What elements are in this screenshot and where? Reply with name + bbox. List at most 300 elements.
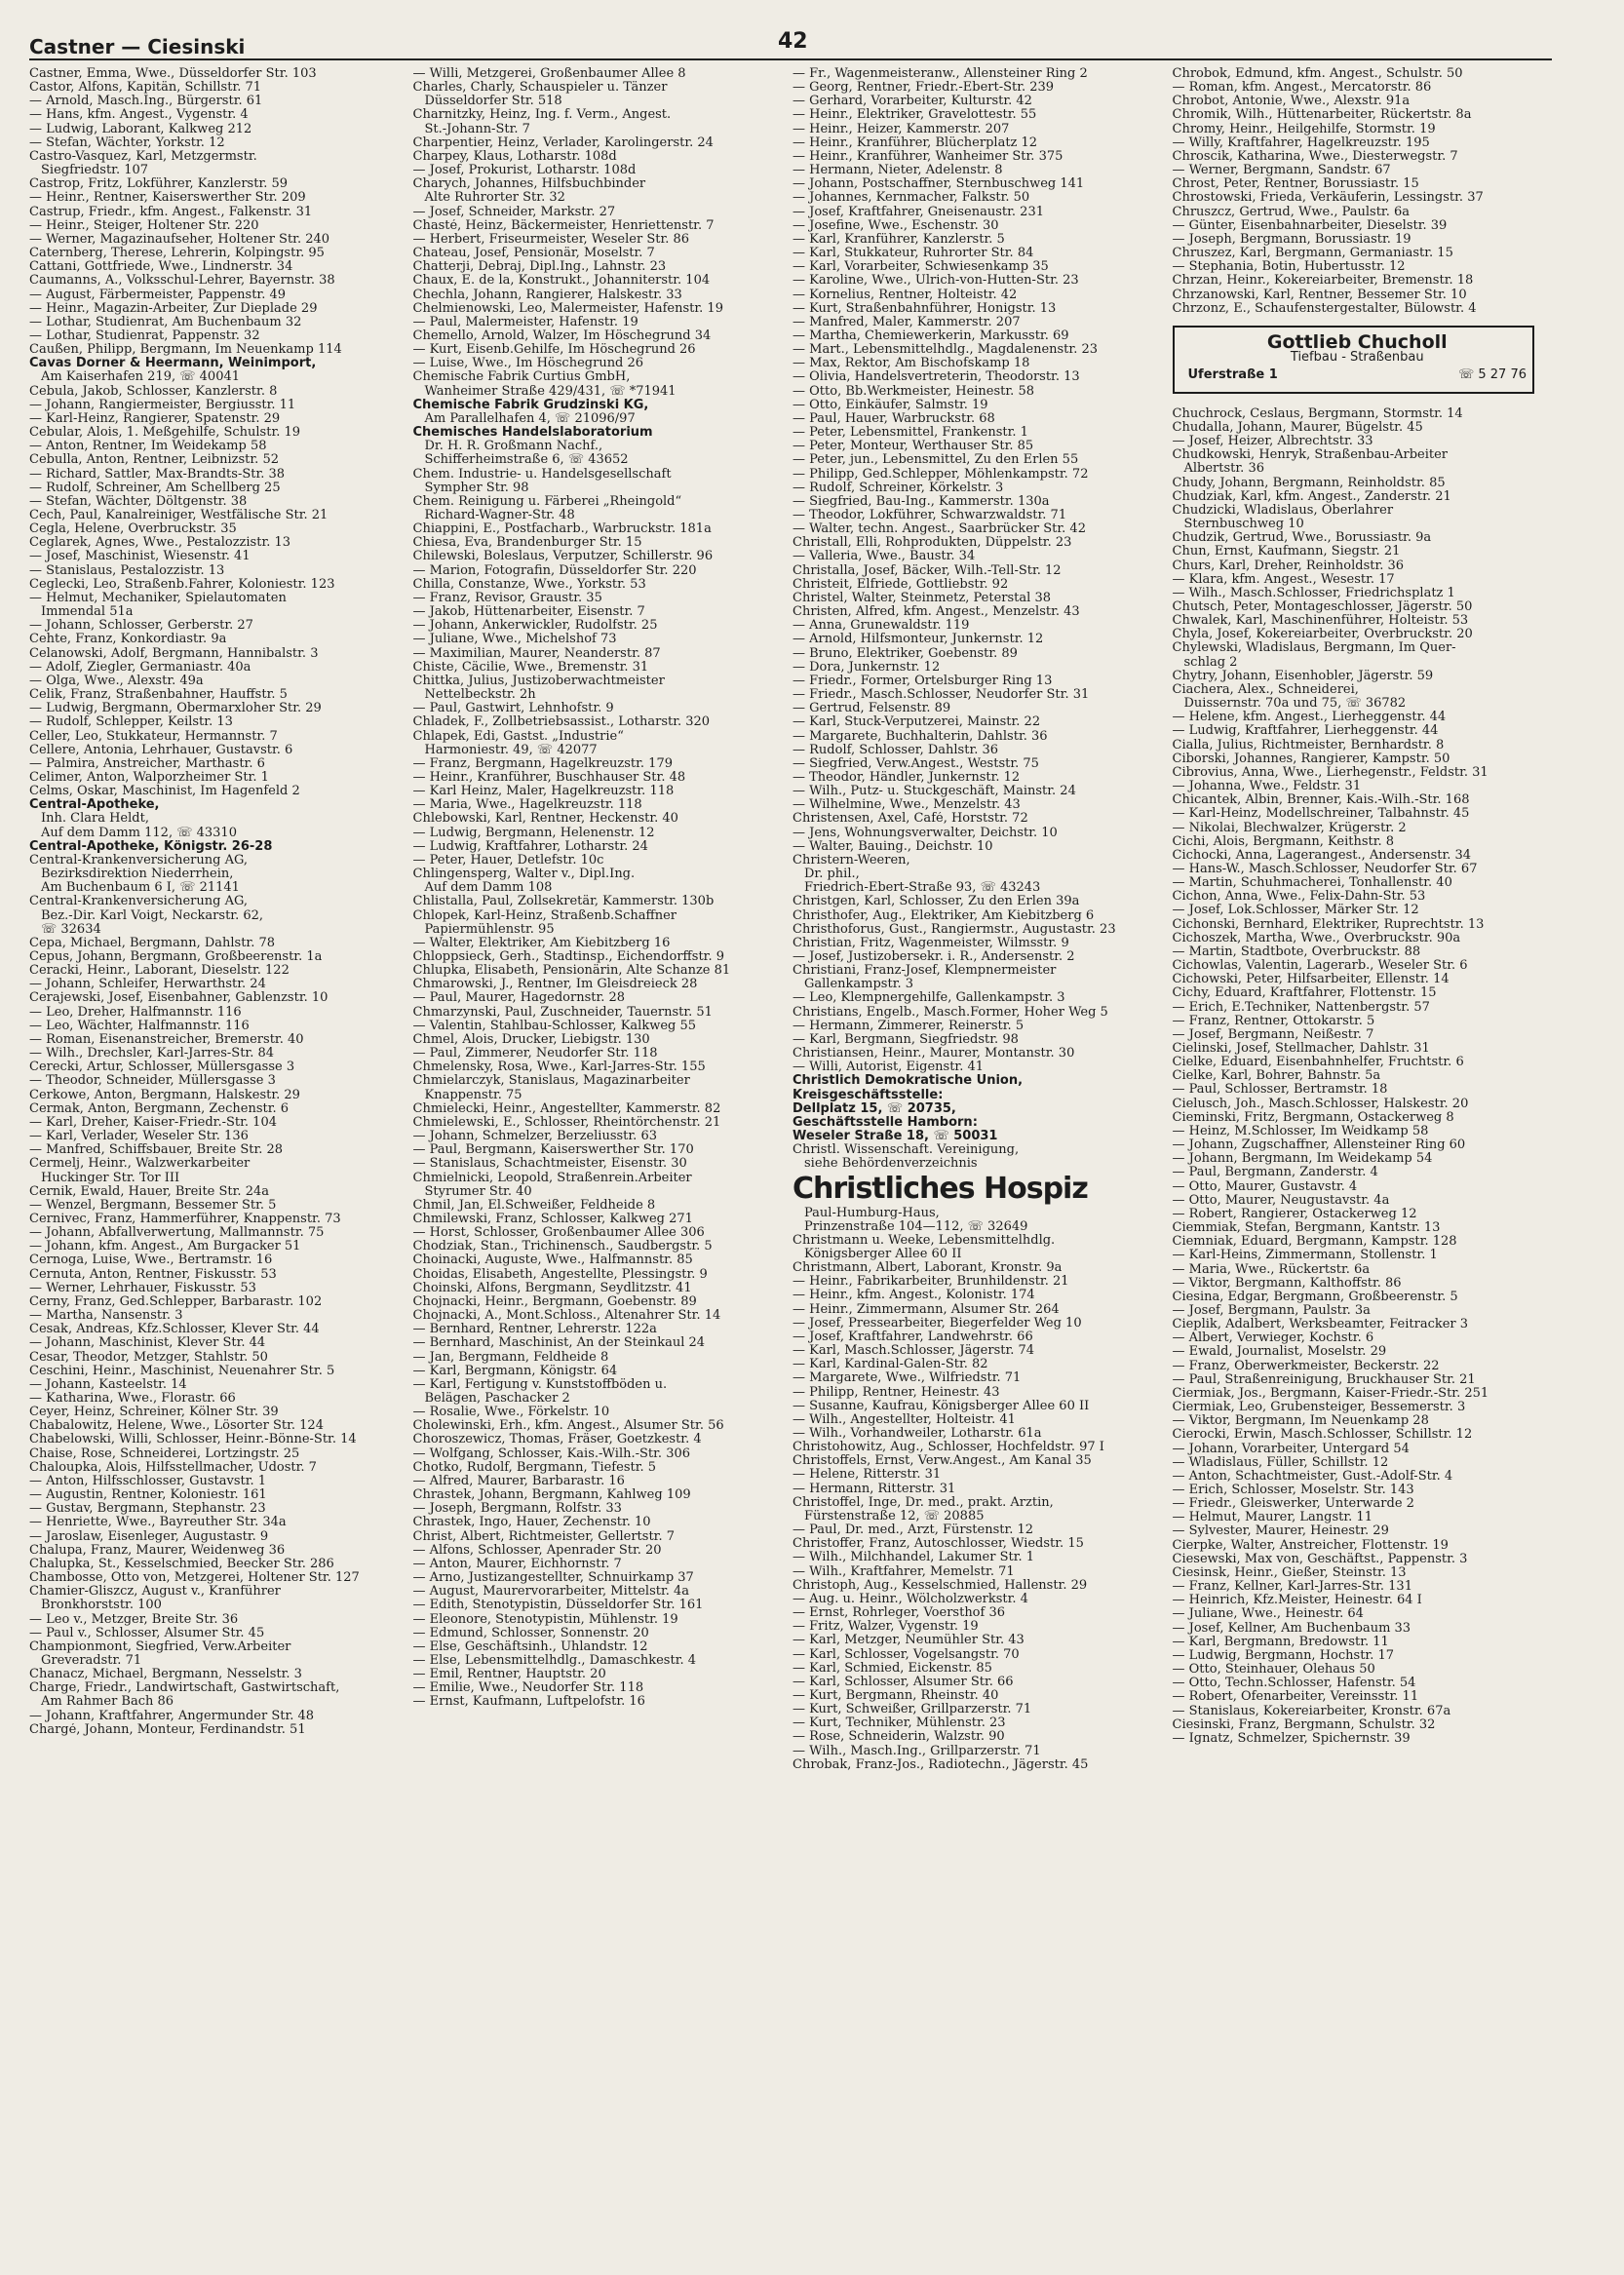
directory-entry: — Anton, Maurer, Eichhornstr. 7 xyxy=(412,1557,622,1571)
directory-entry: Inh. Clara Heldt, xyxy=(41,812,149,827)
directory-entry: Ceracki, Heinr., Laborant, Dieselstr. 122 xyxy=(29,964,290,979)
directory-entry: Christlich Demokratische Union, xyxy=(793,1074,1024,1089)
directory-entry: Christl. Wissenschaft. Vereinigung, xyxy=(793,1143,1020,1158)
directory-entry: Chmarowski, J., Rentner, Im Gleisdreieck 28 xyxy=(412,978,698,992)
directory-entry: Castner, Emma, Wwe., Düsseldorfer Str. 103 xyxy=(29,67,317,81)
directory-entry: Cernuta, Anton, Rentner, Fiskusstr. 53 xyxy=(29,1267,277,1282)
directory-entry: — Viktor, Bergmann, Kalthoffstr. 86 xyxy=(1172,1276,1402,1291)
directory-entry: — Ludwig, Bergmann, Helenenstr. 12 xyxy=(412,826,655,840)
directory-entry: Sympher Str. 98 xyxy=(424,481,529,495)
directory-entry: — Karl-Heins, Zimmermann, Stollenstr. 1 xyxy=(1172,1249,1438,1263)
directory-entry: — Josef, Maschinist, Wiesenstr. 41 xyxy=(29,550,251,564)
directory-entry: — Juliane, Wwe., Heinestr. 64 xyxy=(1172,1607,1364,1622)
directory-entry: — Paul, Dr. med., Arzt, Fürstenstr. 12 xyxy=(793,1523,1034,1538)
directory-entry: — Else, Lebensmittelhdlg., Damaschkestr. 4 xyxy=(412,1653,697,1668)
directory-entry: — Joseph, Bergmann, Borussiastr. 19 xyxy=(1172,232,1411,247)
directory-column-4 xyxy=(1173,67,1553,1772)
directory-entry: — Karl, Kranführer, Kanzlerstr. 5 xyxy=(793,232,1005,247)
directory-entry: — Siegfried, Bau-Ing., Kammerstr. 130a xyxy=(793,494,1050,509)
directory-entry: Chylewski, Wladislaus, Bergmann, Im Quer- xyxy=(1172,641,1456,656)
directory-entry: Chroscik, Katharina, Wwe., Diesterwegstr. 7 xyxy=(1172,149,1458,164)
directory-entry: — Leo, Klempnergehilfe, Gallenkampstr. 3 xyxy=(793,991,1065,1006)
directory-entry: — Johann, Schleifer, Herwarthstr. 24 xyxy=(29,978,266,992)
directory-entry: Ciermiak, Jos., Bergmann, Kaiser-Friedr.-Str. 251 xyxy=(1172,1386,1489,1401)
directory-entry: — Willi, Autorist, Eigenstr. 41 xyxy=(793,1060,985,1075)
directory-entry: — Helene, kfm. Angest., Lierheggenstr. 44 xyxy=(1172,711,1447,725)
directory-entry: — Aug. u. Heinr., Wölcholzwerkstr. 4 xyxy=(793,1592,1028,1606)
directory-entry: — Hermann, Nieter, Adelenstr. 8 xyxy=(793,164,1003,178)
directory-entry: Chanacz, Michael, Bergmann, Nesselstr. 3 xyxy=(29,1668,302,1682)
directory-entry: — Wolfgang, Schlosser, Kais.-Wilh.-Str. 306 xyxy=(412,1446,691,1461)
directory-entry: — Otto, Techn.Schlosser, Hafenstr. 54 xyxy=(1172,1677,1416,1691)
directory-entry: — Jens, Wohnungsverwalter, Deichstr. 10 xyxy=(793,826,1058,840)
directory-entry: — Otto, Maurer, Neugustavstr. 4a xyxy=(1172,1193,1390,1208)
directory-entry: Schifferheimstraße 6, ☏ 43652 xyxy=(424,453,629,468)
directory-entry: — Eleonore, Stenotypistin, Mühlenstr. 19 xyxy=(412,1612,678,1627)
directory-entry: — Ludwig, Bergmann, Obermarxloher Str. 29 xyxy=(29,702,322,716)
directory-entry: — Josef, Lok.Schlosser, Märker Str. 12 xyxy=(1172,904,1419,918)
directory-entry: — Helmut, Mechaniker, Spielautomaten xyxy=(29,591,287,605)
directory-entry: — Heinr., Kranführer, Wanheimer Str. 375 xyxy=(793,149,1063,164)
directory-entry: — Walter, Elektriker, Am Kiebitzberg 16 xyxy=(412,936,671,950)
directory-entry: — Fr., Wagenmeisteranw., Allensteiner Ring 2 xyxy=(793,67,1088,81)
directory-entry: — Anna, Grunewaldstr. 119 xyxy=(793,619,970,634)
directory-entry: Cesar, Theodor, Metzger, Stahlstr. 50 xyxy=(29,1350,268,1365)
directory-entry: — Helene, Ritterstr. 31 xyxy=(793,1468,942,1483)
directory-entry: — Heinr., Steiger, Holtener Str. 220 xyxy=(29,218,259,233)
directory-entry: Chem. Reinigung u. Färberei „Rheingold“ xyxy=(412,494,682,509)
directory-entry: — Manfred, Maler, Kammerstr. 207 xyxy=(793,315,1021,329)
directory-entry: Castrop, Fritz, Lokführer, Kanzlerstr. 59 xyxy=(29,177,289,192)
directory-entry: — Palmira, Anstreicher, Marthastr. 6 xyxy=(29,756,265,771)
directory-entry: Chrzonz, E., Schaufenstergestalter, Bülowstr. 4 xyxy=(1172,301,1477,316)
directory-entry: — Wilh., Drechsler, Karl-Jarres-Str. 84 xyxy=(29,1047,275,1061)
directory-entry: Chlistalla, Paul, Zollsekretär, Kammerstr. 130b xyxy=(412,895,715,909)
directory-entry: Chrzanowski, Karl, Rentner, Bessemer Str. 10 xyxy=(1172,288,1467,302)
directory-entry: Ciachera, Alex., Schneiderei, xyxy=(1172,682,1359,697)
directory-entry: Chilla, Constanze, Wwe., Yorkstr. 53 xyxy=(412,577,646,592)
directory-entry: — Josef, Heizer, Albrechtstr. 33 xyxy=(1172,435,1373,449)
directory-entry: Chemische Fabrik Curtius GmbH, xyxy=(412,370,631,385)
directory-entry: Am Rahmer Bach 86 xyxy=(41,1695,174,1710)
directory-entry: Chiesa, Eva, Brandenburger Str. 15 xyxy=(412,536,642,551)
directory-entry: Celms, Oskar, Maschinist, Im Hagenfeld 2 xyxy=(29,785,300,799)
directory-entry: — Josef, Kraftfahrer, Gneisenaustr. 231 xyxy=(793,205,1044,219)
directory-entry: — Johann, Ankerwickler, Rudolfstr. 25 xyxy=(412,619,658,634)
directory-entry: Cebula, Jakob, Schlosser, Kanzlerstr. 8 xyxy=(29,384,278,399)
directory-entry: — Arnold, Masch.Ing., Bürgerstr. 61 xyxy=(29,95,263,109)
directory-entry: — Kornelius, Rentner, Holteistr. 42 xyxy=(793,288,1018,302)
directory-entry: — Paul, Maurer, Hagedornstr. 28 xyxy=(412,991,626,1006)
directory-entry: Chodziak, Stan., Trichinensch., Saudbergstr. 5 xyxy=(412,1240,713,1254)
directory-entry: — Heinr., Fabrikarbeiter, Brunhildenstr. 21 xyxy=(793,1275,1069,1290)
directory-entry: — Susanne, Kaufrau, Königsberger Allee 60 II xyxy=(793,1399,1090,1413)
directory-entry: — Karl-Heinz, Modellschreiner, Talbahnstr. 45 xyxy=(1172,807,1470,822)
directory-entry: — August, Färbermeister, Pappenstr. 49 xyxy=(29,288,287,302)
directory-entry: — Paul, Straßenreinigung, Bruckhauser Str. 21 xyxy=(1172,1372,1476,1387)
directory-entry: Christliches Hospiz xyxy=(793,1171,1088,1206)
directory-entry: — Karl, Schlosser, Vogelsangstr. 70 xyxy=(793,1647,1020,1662)
directory-entry: — Otto, Einkäufer, Salmstr. 19 xyxy=(793,398,988,412)
directory-entry: Ciesina, Edgar, Bergmann, Großbeerenstr. 5 xyxy=(1172,1290,1458,1304)
directory-entry: — Karl, Schmied, Eickenstr. 85 xyxy=(793,1661,992,1676)
directory-entry: — Juliane, Wwe., Michelshof 73 xyxy=(412,633,617,647)
directory-entry: — Franz, Kellner, Karl-Jarres-Str. 131 xyxy=(1172,1580,1412,1595)
directory-entry: Auf dem Damm 108 xyxy=(424,881,553,896)
page-range-title: Castner — Ciesinski xyxy=(29,35,246,58)
directory-entry: Greveradstr. 71 xyxy=(41,1653,142,1668)
directory-entry: Ciemmiak, Stefan, Bergmann, Kantstr. 13 xyxy=(1172,1221,1441,1236)
directory-entry: Ciesinsk, Heinr., Gießer, Steinstr. 13 xyxy=(1172,1565,1407,1580)
directory-entry: Chittka, Julius, Justizoberwachtmeister xyxy=(412,674,665,688)
directory-entry: — Alfred, Maurer, Barbarastr. 16 xyxy=(412,1474,625,1488)
directory-entry: — Ludwig, Bergmann, Hochstr. 17 xyxy=(1172,1648,1395,1663)
directory-entry: — Werner, Bergmann, Sandstr. 67 xyxy=(1172,164,1391,178)
directory-entry: Cialla, Julius, Richtmeister, Bernhardstr. 8 xyxy=(1172,738,1445,752)
directory-entry: Cichi, Alois, Bergmann, Keithstr. 8 xyxy=(1172,834,1395,849)
directory-entry: Cerkowe, Anton, Bergmann, Halskestr. 29 xyxy=(29,1088,300,1102)
directory-entry: Cermelj, Heinr., Walzwerkarbeiter xyxy=(29,1157,251,1172)
directory-entry: Charpey, Klaus, Lotharstr. 108d xyxy=(412,149,617,164)
directory-entry: Chromik, Wilh., Hüttenarbeiter, Rückertstr. 8a xyxy=(1172,108,1472,123)
directory-entry: Chem. Industrie- u. Handelsgesellschaft xyxy=(412,467,672,482)
directory-entry: — Josef, Prokurist, Lotharstr. 108d xyxy=(412,164,637,178)
directory-entry: Chlupka, Elisabeth, Pensionärin, Alte Schanze 81 xyxy=(412,964,731,979)
directory-entry: Cieminski, Fritz, Bergmann, Ostackerweg 8 xyxy=(1172,1110,1454,1125)
directory-entry: — Manfred, Schiffsbauer, Breite Str. 28 xyxy=(29,1143,284,1158)
directory-entry: Chaloupka, Alois, Hilfsstellmacher, Udostr. 7 xyxy=(29,1460,317,1475)
directory-entry: — Rosalie, Wwe., Förkelstr. 10 xyxy=(412,1406,610,1420)
directory-entry: Christian, Fritz, Wagenmeister, Wilmsstr. 9 xyxy=(793,936,1069,950)
directory-entry: — Johann, Abfallverwertung, Mallmannstr. 75 xyxy=(29,1226,325,1241)
directory-entry: — Karl, Verlader, Weseler Str. 136 xyxy=(29,1130,249,1144)
directory-entry: — Wilh., Masch.Ing., Grillparzerstr. 71 xyxy=(793,1744,1041,1758)
directory-entry: Cieplik, Adalbert, Werksbeamter, Feitracker 3 xyxy=(1172,1318,1469,1332)
directory-entry: Cavas Dorner & Heermann, Weinimport, xyxy=(29,357,317,371)
directory-entry: Ciesinski, Franz, Bergmann, Schulstr. 32 xyxy=(1172,1717,1436,1732)
directory-entry: — Peter, Lebensmittel, Frankenstr. 1 xyxy=(793,426,1028,441)
directory-entry: Chemisches Handelslaboratorium xyxy=(412,426,653,441)
directory-entry: — Ignatz, Schmelzer, Spichernstr. 39 xyxy=(1172,1731,1411,1746)
directory-entry: Christhoforus, Gust., Rangiermstr., Augustastr. 23 xyxy=(793,922,1116,937)
directory-entry: Charych, Johannes, Hilfsbuchbinder xyxy=(412,177,646,192)
directory-entry: — Gerhard, Vorarbeiter, Kulturstr. 42 xyxy=(793,95,1032,109)
directory-entry: Gallenkampstr. 3 xyxy=(804,978,914,992)
directory-entry: Chmielewski, E., Schlosser, Rheintörchenstr. 21 xyxy=(412,1115,721,1130)
directory-entry: — Theodor, Händler, Junkernstr. 12 xyxy=(793,770,1021,785)
directory-entry: Cerny, Franz, Ged.Schlepper, Barbarastr. 102 xyxy=(29,1294,323,1309)
directory-entry: Cholewinski, Erh., kfm. Angest., Alsumer Str. 56 xyxy=(412,1419,724,1434)
directory-entry: Chelmienowski, Leo, Malermeister, Hafenstr. 19 xyxy=(412,301,723,316)
directory-entry: — Nikolai, Blechwalzer, Krügerstr. 2 xyxy=(1172,821,1407,835)
directory-entry: — Georg, Rentner, Friedr.-Ebert-Str. 239 xyxy=(793,81,1055,96)
directory-entry: Christmann u. Weeke, Lebensmittelhdlg. xyxy=(793,1233,1056,1248)
directory-entry: — Erich, Schlosser, Moselstr. Str. 143 xyxy=(1172,1484,1414,1497)
directory-entry: — Martin, Stadtbote, Overbruckstr. 88 xyxy=(1172,945,1421,959)
directory-entry: — Wilh., Kraftfahrer, Memelstr. 71 xyxy=(793,1564,1015,1579)
directory-entry: — Ernst, Kaufmann, Luftpelofstr. 16 xyxy=(412,1695,645,1710)
directory-entry: — Heinr., Rentner, Kaiserswerther Str. 209 xyxy=(29,191,306,206)
directory-entry: — Bruno, Elektriker, Goebenstr. 89 xyxy=(793,646,1018,661)
directory-entry: Central-Apotheke, Königstr. 26-28 xyxy=(29,839,273,854)
directory-entry: Christall, Elli, Rohprodukten, Düppelstr. 23 xyxy=(793,536,1072,551)
directory-entry: — Ludwig, Laborant, Kalkweg 212 xyxy=(29,122,252,136)
directory-entry: Cernoga, Luise, Wwe., Bertramstr. 16 xyxy=(29,1253,273,1268)
page-number: 42 xyxy=(778,29,808,54)
directory-entry: — Peter, jun., Lebensmittel, Zu den Erlen 55 xyxy=(793,453,1079,468)
directory-entry: — Stefan, Wächter, Yorkstr. 12 xyxy=(29,135,225,150)
directory-entry: Chlebowski, Karl, Rentner, Heckenstr. 40 xyxy=(412,812,678,827)
directory-entry: — Johanna, Wwe., Feldstr. 31 xyxy=(1172,780,1362,794)
directory-entry: Chrastek, Ingo, Hauer, Zechenstr. 10 xyxy=(412,1516,651,1530)
directory-entry: Chyla, Josef, Kokereiarbeiter, Overbruckstr. 20 xyxy=(1172,628,1473,642)
directory-entry: — Kurt, Techniker, Mühlenstr. 23 xyxy=(793,1716,1006,1731)
directory-entry: Chrost, Peter, Rentner, Borussiastr. 15 xyxy=(1172,177,1419,192)
directory-entry: Chudzicki, Wladislaus, Oberlahrer xyxy=(1172,503,1394,518)
directory-entry: Choinski, Alfons, Bergmann, Seydlitzstr. 41 xyxy=(412,1281,692,1295)
directory-entry: Am Parallelhafen 4, ☏ 21096/97 xyxy=(424,411,636,426)
directory-entry: — Max, Rektor, Am Bischofskamp 18 xyxy=(793,357,1030,371)
directory-entry: Cichon, Anna, Wwe., Felix-Dahn-Str. 53 xyxy=(1172,890,1426,905)
directory-entry: Caumanns, A., Volksschul-Lehrer, Bayernstr. 38 xyxy=(29,274,335,289)
directory-entry: — Wilh., Milchhandel, Lakumer Str. 1 xyxy=(793,1551,1035,1565)
directory-entry: Chudzik, Gertrud, Wwe., Borussiastr. 9a xyxy=(1172,531,1432,546)
directory-entry: — Philipp, Ged.Schlepper, Möhlenkampstr. 72 xyxy=(793,467,1089,482)
directory-entry: Chaise, Rose, Schneiderei, Lortzingstr. 25 xyxy=(29,1446,300,1461)
directory-entry: Christeit, Elfriede, Gottliebstr. 92 xyxy=(793,577,1009,592)
directory-entry: Nettelbeckstr. 2h xyxy=(424,688,536,703)
directory-entry: Chechla, Johann, Rangierer, Halskestr. 33 xyxy=(412,288,682,302)
directory-entry: — Emil, Rentner, Hauptstr. 20 xyxy=(412,1668,606,1682)
directory-entry: — Arnold, Hilfsmonteur, Junkernstr. 12 xyxy=(793,633,1044,647)
directory-entry: — Robert, Rangierer, Ostackerweg 12 xyxy=(1172,1207,1417,1221)
directory-entry: — Karl, Stukkateur, Ruhrorter Str. 84 xyxy=(793,247,1034,261)
directory-entry: — Heinr., Heizer, Kammerstr. 207 xyxy=(793,122,1010,136)
directory-entry: Cermak, Anton, Bergmann, Zechenstr. 6 xyxy=(29,1101,290,1116)
directory-entry: Cierocki, Erwin, Masch.Schlosser, Schillstr. 12 xyxy=(1172,1428,1473,1443)
directory-entry: Charpentier, Heinz, Verlader, Karolingerstr. 24 xyxy=(412,135,714,150)
directory-entry: Charnitzky, Heinz, Ing. f. Verm., Angest. xyxy=(412,108,672,123)
directory-entry: — Adolf, Ziegler, Germaniastr. 40a xyxy=(29,660,251,675)
directory-entry: — Lothar, Studienrat, Am Buchenbaum 32 xyxy=(29,315,302,329)
directory-entry: Sternbuschweg 10 xyxy=(1183,518,1304,532)
directory-entry: Christohowitz, Aug., Schlosser, Hochfeldstr. 97 I xyxy=(793,1441,1104,1455)
directory-entry: Castrup, Friedr., kfm. Angest., Falkenstr. 31 xyxy=(29,205,313,219)
directory-entry: Christoph, Aug., Kesselschmied, Hallenstr. 29 xyxy=(793,1578,1088,1593)
directory-entry: Cattani, Gottfriede, Wwe., Lindnerstr. 34 xyxy=(29,260,293,275)
directory-entry: Bezirksdirektion Niederrhein, xyxy=(41,868,234,882)
directory-entry: Christ, Albert, Richtmeister, Gellertstr. 7 xyxy=(412,1529,675,1544)
directory-entry: Düsseldorfer Str. 518 xyxy=(424,95,562,109)
directory-entry: — Peter, Monteur, Werthauser Str. 85 xyxy=(793,440,1034,454)
directory-entry: — Ludwig, Kraftfahrer, Lotharstr. 24 xyxy=(412,839,648,854)
directory-entry: Am Buchenbaum 6 I, ☏ 21141 xyxy=(41,881,240,896)
directory-entry: — Karl, Vorarbeiter, Schwiesenkamp 35 xyxy=(793,260,1049,275)
directory-entry: — Friedr., Masch.Schlosser, Neudorfer Str. 31 xyxy=(793,688,1090,703)
directory-entry: Chiste, Cäcilie, Wwe., Bremenstr. 31 xyxy=(412,660,649,675)
directory-entry: — Josefine, Wwe., Eschenstr. 30 xyxy=(793,218,999,233)
directory-entry: Huckinger Str. Tor III xyxy=(41,1171,180,1185)
directory-entry: siehe Behördenverzeichnis xyxy=(804,1157,978,1172)
directory-entry: Chemische Fabrik Grudzinski KG, xyxy=(412,398,649,412)
directory-entry: Cierpke, Walter, Anstreicher, Flottenstr. 19 xyxy=(1172,1538,1449,1553)
directory-entry: Chudy, Johann, Bergmann, Reinholdstr. 85 xyxy=(1172,476,1446,490)
directory-entry: Belägen, Paschacker 2 xyxy=(424,1392,570,1406)
directory-entry: — Werner, Magazinaufseher, Holtener Str. 240 xyxy=(29,232,330,247)
directory-entry: — Sylvester, Maurer, Heinestr. 29 xyxy=(1172,1524,1389,1539)
directory-entry: Chateau, Josef, Pensionär, Moselstr. 7 xyxy=(412,247,655,261)
directory-entry: — Willi, Metzgerei, Großenbaumer Allee 8 xyxy=(412,67,686,81)
directory-entry: Styrumer Str. 40 xyxy=(424,1184,532,1199)
directory-entry: Chladek, F., Zollbetriebsassist., Lotharstr. 320 xyxy=(412,715,711,730)
directory-entry: schlag 2 xyxy=(1183,655,1238,670)
directory-entry: — Josef, Kellner, Am Buchenbaum 33 xyxy=(1172,1621,1411,1636)
directory-entry: Chun, Ernst, Kaufmann, Siegstr. 21 xyxy=(1172,545,1401,559)
directory-entry: — Dora, Junkernstr. 12 xyxy=(793,660,941,675)
directory-entry: Christoffel, Inge, Dr. med., prakt. Ärztin, xyxy=(793,1495,1054,1510)
directory-entry: Celanowski, Adolf, Bergmann, Hannibalstr. 3 xyxy=(29,646,319,661)
directory-entry: — Johann, Kasteelstr. 14 xyxy=(29,1377,187,1392)
directory-entry: Cielusch, Joh., Masch.Schlosser, Halskestr. 20 xyxy=(1172,1097,1469,1111)
directory-entry: — Hermann, Ritterstr. 31 xyxy=(793,1482,956,1496)
directory-entry: — Heinr., Kranführer, Buschhauser Str. 48 xyxy=(412,770,686,785)
directory-entry: — Jan, Bergmann, Feldheide 8 xyxy=(412,1350,609,1365)
directory-entry: — Kurt, Straßenbahnführer, Honigstr. 13 xyxy=(793,301,1057,316)
directory-entry: — Paul, Bergmann, Zanderstr. 4 xyxy=(1172,1166,1378,1180)
directory-entry: Immendal 51a xyxy=(41,605,134,620)
directory-entry: — Johann, Maschinist, Klever Str. 44 xyxy=(29,1336,266,1351)
directory-entry: Cernik, Ewald, Hauer, Breite Str. 24a xyxy=(29,1184,269,1199)
directory-entry: — Stephania, Botin, Hubertusstr. 12 xyxy=(1172,260,1406,275)
directory-entry: Chruszcz, Gertrud, Wwe., Paulstr. 6a xyxy=(1172,205,1411,219)
directory-entry: Kreisgeschäftsstelle: xyxy=(793,1088,944,1102)
directory-entry: Christhofer, Aug., Elektriker, Am Kiebitzberg 6 xyxy=(793,908,1095,923)
directory-entry: — Klara, kfm. Angest., Wesestr. 17 xyxy=(1172,572,1395,587)
directory-entry: Chuchrock, Ceslaus, Bergmann, Stormstr. 14 xyxy=(1172,406,1463,421)
directory-entry: Chloppsieck, Gerh., Stadtinsp., Eichendorffstr. 9 xyxy=(412,950,724,964)
directory-entry: Cerecki, Artur, Schlosser, Müllersgasse 3 xyxy=(29,1060,295,1075)
directory-entry: — Willy, Kraftfahrer, Hagelkreuzstr. 195 xyxy=(1172,135,1430,150)
directory-entry: Choroszewicz, Thomas, Fräser, Goetzkestr. 4 xyxy=(412,1433,702,1447)
directory-entry: — Olivia, Handelsvertreterin, Theodorstr. 13 xyxy=(793,370,1080,385)
directory-entry: Chemello, Arnold, Walzer, Im Höschegrund 34 xyxy=(412,328,712,343)
directory-entry: Chlapek, Edi, Gastst. „Industrie“ xyxy=(412,729,624,744)
directory-entry: Christiansen, Heinr., Maurer, Montanstr. 30 xyxy=(793,1047,1075,1061)
directory-entry: — Margarete, Buchhalterin, Dahlstr. 36 xyxy=(793,729,1048,744)
directory-entry: — Wilhelmine, Wwe., Menzelstr. 43 xyxy=(793,798,1021,813)
directory-entry: — Maximilian, Maurer, Neanderstr. 87 xyxy=(412,646,661,661)
directory-entry: Königsberger Allee 60 II xyxy=(804,1247,962,1261)
directory-entry: Chojnacki, Heinr., Bergmann, Goebenstr. 89 xyxy=(412,1294,697,1309)
directory-entry: — Roman, Eisenanstreicher, Bremerstr. 40 xyxy=(29,1032,304,1047)
directory-entry: Geschäftsstelle Hamborn: xyxy=(793,1115,978,1130)
directory-entry: — August, Maurervorarbeiter, Mittelstr. 4a xyxy=(412,1585,690,1600)
directory-entry: — Anton, Schachtmeister, Gust.-Adolf-Str. 4 xyxy=(1172,1469,1453,1484)
directory-entry: Central-Apotheke, xyxy=(29,798,160,813)
ad-phone: ☏ 5 27 76 xyxy=(1457,367,1527,383)
directory-entry: Christmann, Albert, Laborant, Kronstr. 9a xyxy=(793,1261,1063,1276)
directory-entry: Cehte, Franz, Konkordiastr. 9a xyxy=(29,633,227,647)
directory-entry: Christgen, Karl, Schlosser, Zu den Erlen 39a xyxy=(793,895,1080,909)
directory-entry: — Heinz, M.Schlosser, Im Weidkamp 58 xyxy=(1172,1124,1429,1138)
directory-entry: Cebulla, Anton, Rentner, Leibnizstr. 52 xyxy=(29,453,279,468)
directory-entry: Siegfriedstr. 107 xyxy=(41,164,149,178)
directory-entry: Christern-Weeren, xyxy=(793,853,910,868)
directory-entry: — Bernhard, Rentner, Lehrerstr. 122a xyxy=(412,1323,657,1337)
directory-column-1 xyxy=(29,67,413,1772)
directory-entry: — Karl, Kardinal-Galen-Str. 82 xyxy=(793,1358,988,1372)
directory-entry: — Leo, Wächter, Halfmannstr. 116 xyxy=(29,1019,250,1033)
directory-entry: — Paul, Bergmann, Kaiserswerther Str. 170 xyxy=(412,1143,694,1158)
directory-entry: Cebular, Alois, 1. Meßgehilfe, Schulstr. 19 xyxy=(29,426,301,441)
directory-entry: Cibrovius, Anna, Wwe., Lierhegenstr., Feldstr. 31 xyxy=(1172,765,1489,780)
directory-entry: Fürstenstraße 12, ☏ 20885 xyxy=(804,1509,985,1523)
directory-entry: — Ewald, Journalist, Moselstr. 29 xyxy=(1172,1345,1387,1360)
directory-entry: — Hans-W., Masch.Schlosser, Neudorfer Str. 67 xyxy=(1172,862,1478,876)
directory-entry: Chmilewski, Franz, Schlosser, Kalkweg 271 xyxy=(412,1212,693,1226)
directory-entry: — Arno, Justizangestellter, Schnuirkamp 37 xyxy=(412,1571,694,1586)
directory-entry: Chasté, Heinz, Bäckermeister, Henriettenstr. 7 xyxy=(412,218,715,233)
directory-entry: — Franz, Bergmann, Hagelkreuzstr. 179 xyxy=(412,756,673,771)
directory-entry: Chmelensky, Rosa, Wwe., Karl-Jarres-Str. 155 xyxy=(412,1060,706,1075)
directory-entry: Ciborski, Johannes, Rangierer, Kampstr. 50 xyxy=(1172,752,1450,766)
directory-entry: Auf dem Damm 112, ☏ 43310 xyxy=(41,826,237,840)
directory-entry: Cielinski, Josef, Stellmacher, Dahlstr. 31 xyxy=(1172,1042,1430,1056)
directory-entry: Christoffels, Ernst, Verw.Angest., Am Kanal 35 xyxy=(793,1454,1092,1469)
directory-entry: — Stanislaus, Pestalozzistr. 13 xyxy=(29,563,225,578)
directory-entry: — Edmund, Schlosser, Sonnenstr. 20 xyxy=(412,1626,649,1640)
directory-entry: — Erich, E.Techniker, Nattenbergstr. 57 xyxy=(1172,1000,1430,1015)
directory-entry: — Kurt, Bergmann, Rheinstr. 40 xyxy=(793,1688,999,1703)
directory-entry: — Viktor, Bergmann, Im Neuenkamp 28 xyxy=(1172,1414,1429,1429)
directory-entry: — Johann, Kraftfahrer, Angermunder Str. 48 xyxy=(29,1709,315,1723)
directory-entry: — Hermann, Zimmerer, Reinerstr. 5 xyxy=(793,1019,1025,1033)
directory-entry: Christiani, Franz-Josef, Klempnermeister xyxy=(793,964,1057,979)
directory-entry: — Heinrich, Kfz.Meister, Heinestr. 64 I xyxy=(1172,1594,1422,1608)
directory-entry: — Martin, Schuhmacherei, Tonhallenstr. 40 xyxy=(1172,876,1452,891)
directory-entry: Cichocki, Anna, Lagerangest., Andersenstr. 34 xyxy=(1172,848,1472,863)
directory-entry: Cichoszek, Martha, Wwe., Overbruckstr. 90a xyxy=(1172,931,1461,945)
directory-entry: — Otto, Maurer, Gustavstr. 4 xyxy=(1172,1179,1358,1194)
directory-entry: — Karl, Masch.Schlosser, Jägerstr. 74 xyxy=(793,1344,1035,1359)
directory-entry: — Karl, Dreher, Kaiser-Friedr.-Str. 104 xyxy=(29,1115,277,1130)
directory-entry: Dellplatz 15, ☏ 20735, xyxy=(793,1101,956,1116)
directory-entry: — Josef, Pressearbeiter, Biegerfelder Weg 10 xyxy=(793,1316,1082,1330)
directory-entry: — Emilie, Wwe., Neudorfer Str. 118 xyxy=(412,1681,644,1696)
directory-entry: Chabelowski, Willi, Schlosser, Heinr.-Bönne-Str. 14 xyxy=(29,1433,357,1447)
directory-entry: Churs, Karl, Dreher, Reinholdstr. 36 xyxy=(1172,559,1405,573)
directory-entry: — Jakob, Hüttenarbeiter, Eisenstr. 7 xyxy=(412,605,645,620)
directory-entry: — Joseph, Bergmann, Rolfstr. 33 xyxy=(412,1502,622,1517)
directory-entry: — Else, Geschäftsinh., Uhlandstr. 12 xyxy=(412,1639,648,1654)
directory-entry: — Johannes, Kernmacher, Falkstr. 50 xyxy=(793,191,1030,206)
directory-entry: Ciesewski, Max von, Geschäftst., Pappenstr. 3 xyxy=(1172,1552,1468,1566)
directory-entry: — Paul, Schlosser, Bertramstr. 18 xyxy=(1172,1083,1388,1098)
directory-entry: Christel, Walter, Steinmetz, Peterstal 38 xyxy=(793,591,1051,605)
directory-entry: Chilewski, Boleslaus, Verputzer, Schillerstr. 96 xyxy=(412,550,714,564)
directory-entry: — Friedr., Gleiswerker, Unterwarde 2 xyxy=(1172,1497,1414,1512)
directory-entry: — Martha, Nansenstr. 3 xyxy=(29,1309,183,1324)
directory-entry: — Edith, Stenotypistin, Düsseldorfer Str. 161 xyxy=(412,1599,704,1613)
directory-entry: Chmil, Jan, El.Schweißer, Feldheide 8 xyxy=(412,1198,656,1213)
directory-entry: Chruszez, Karl, Bergmann, Germaniastr. 15 xyxy=(1172,247,1453,261)
directory-entry: — Anton, Hilfsschlosser, Gustavstr. 1 xyxy=(29,1474,267,1488)
directory-entry: Cichowski, Peter, Hilfsarbeiter, Ellenstr. 14 xyxy=(1172,973,1450,987)
directory-entry: — Josef, Schneider, Markstr. 27 xyxy=(412,205,616,219)
directory-entry: — Josef, Bergmann, Paulstr. 3a xyxy=(1172,1303,1371,1318)
directory-entry: — Josef, Justizobersekr. i. R., Andersenstr. 2 xyxy=(793,950,1075,964)
directory-entry: — Franz, Rentner, Ottokarstr. 5 xyxy=(1172,1014,1375,1028)
